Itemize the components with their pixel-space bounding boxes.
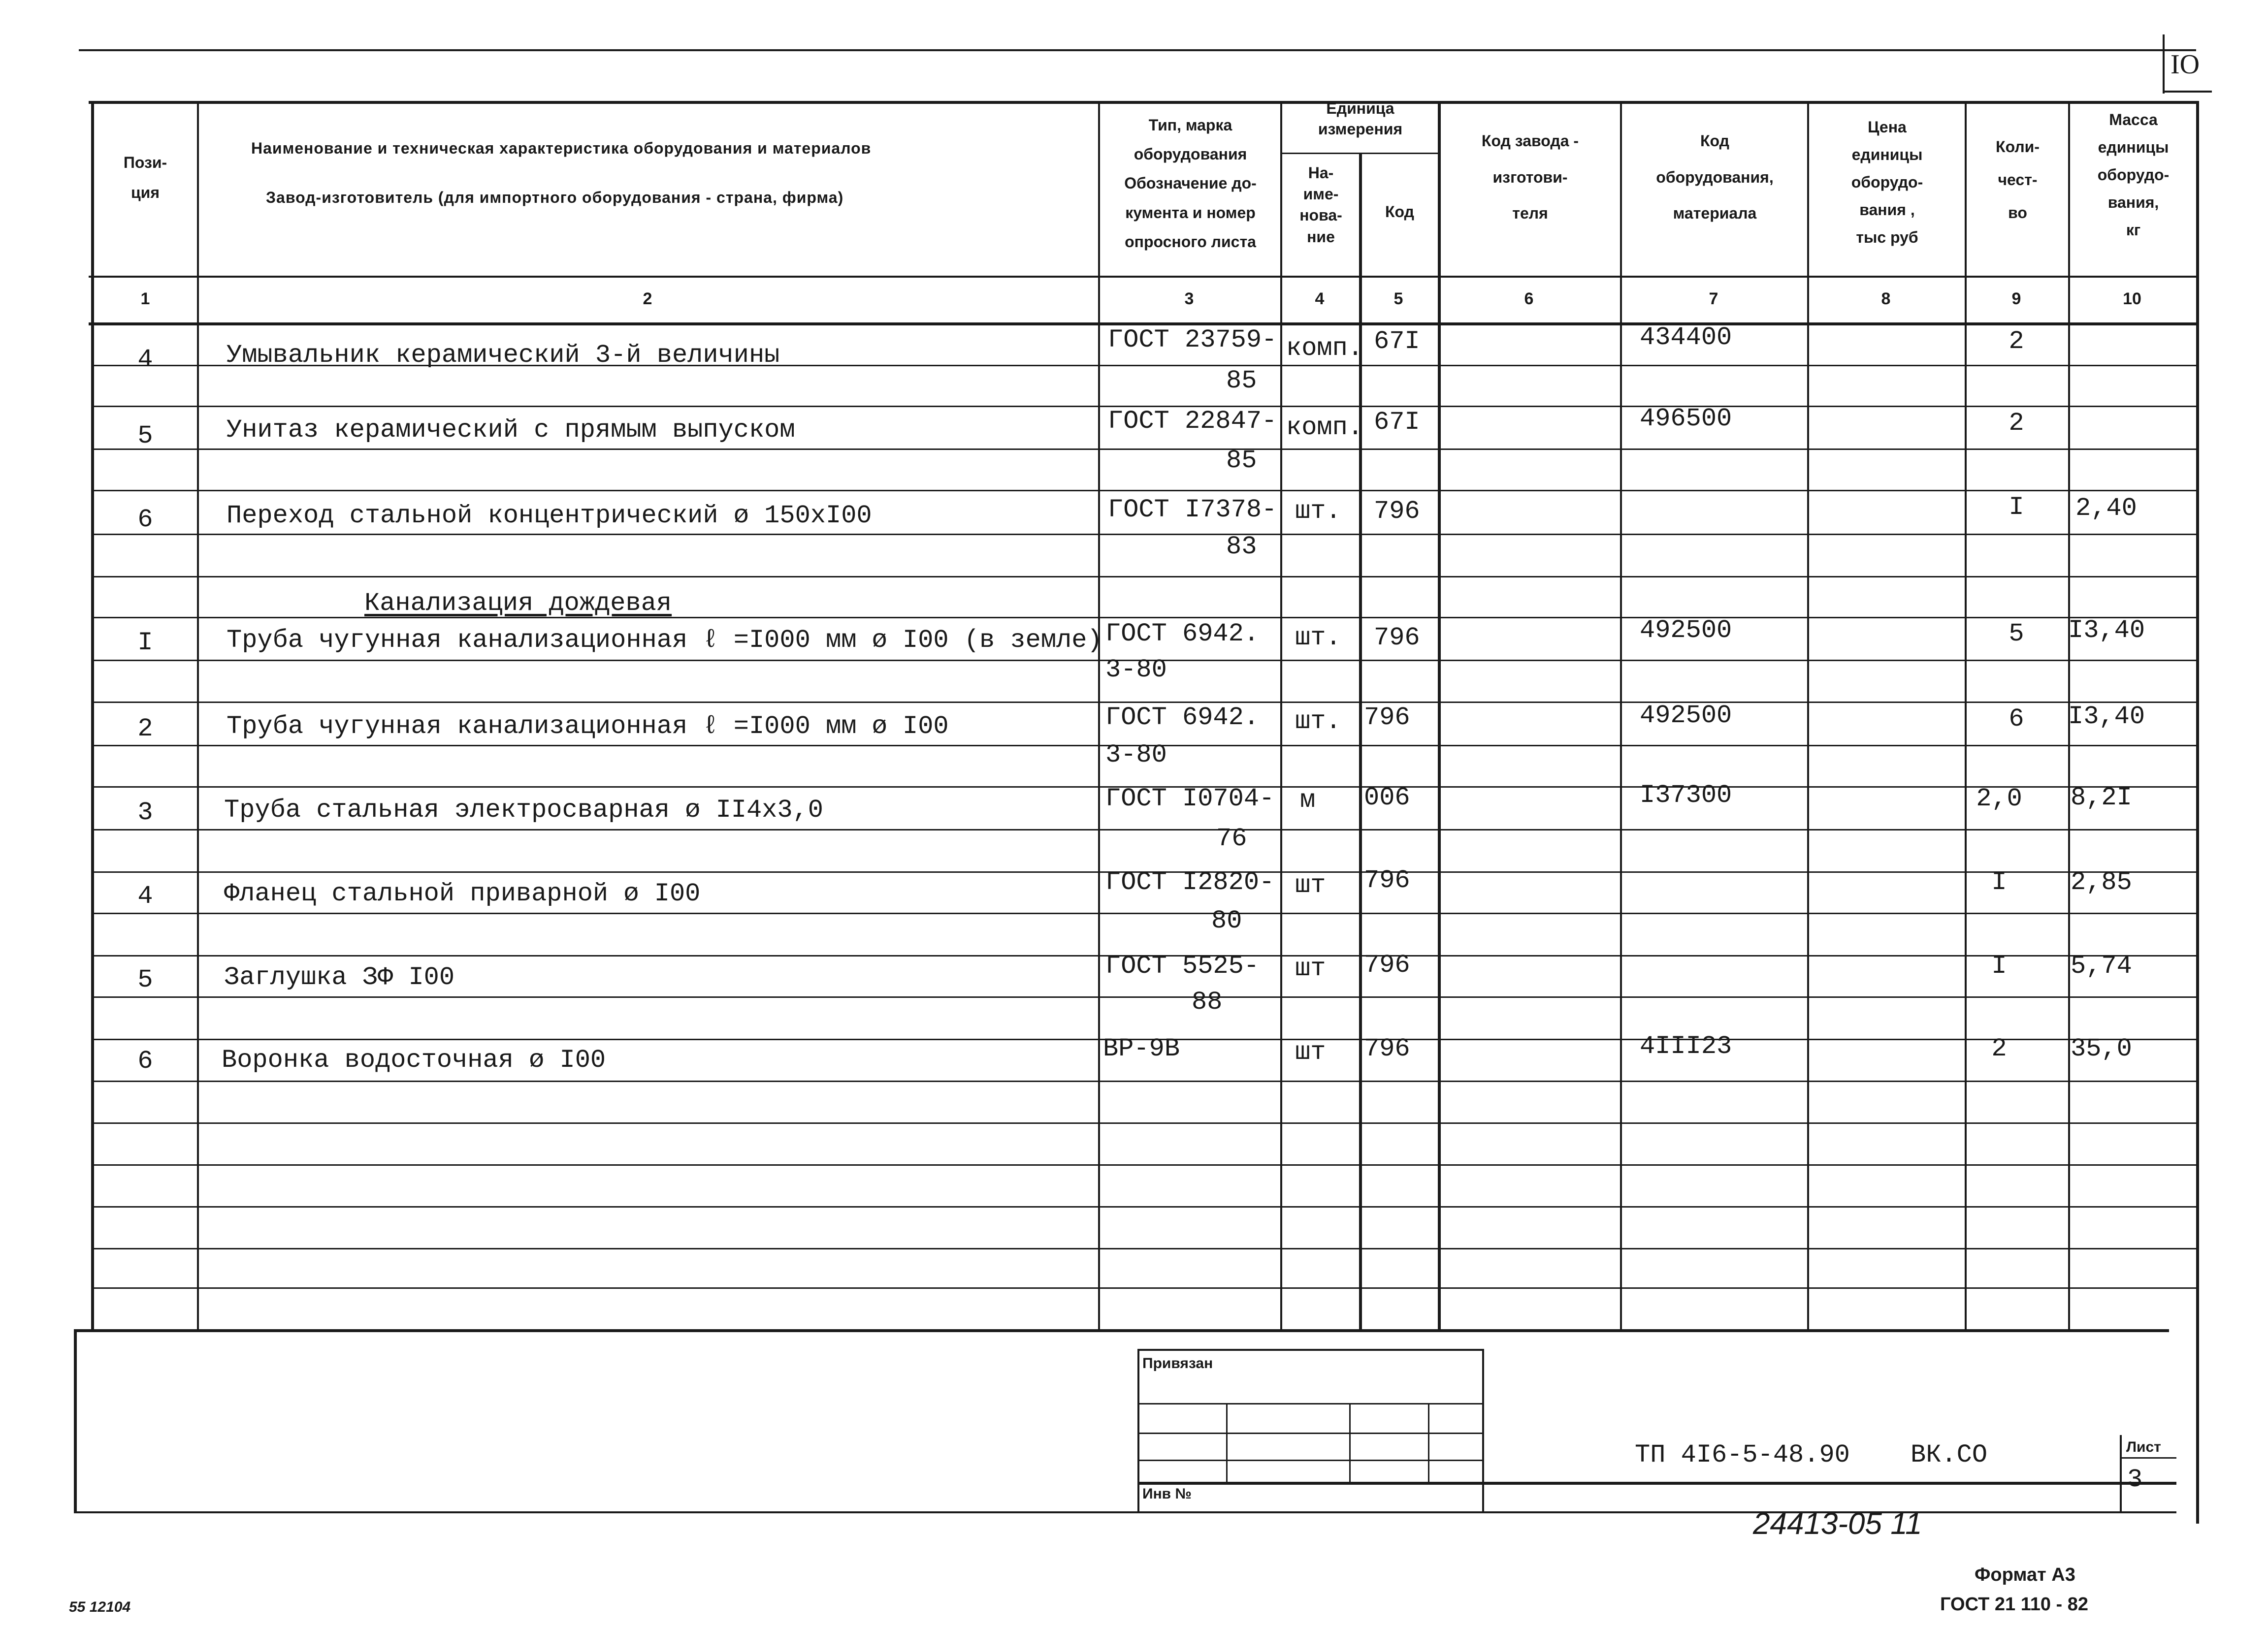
row-mass: 8,2I — [2071, 783, 2132, 812]
row-quantity: I — [1991, 868, 2007, 897]
row-line — [91, 1248, 2196, 1249]
row-line — [91, 1122, 2196, 1124]
col-number-3: 3 — [1184, 289, 1194, 308]
row-name: Труба чугунная канализационная ℓ =I000 мм ø I00 (в земле) — [227, 626, 1102, 655]
row-name: Умывальник керамический 3-й величины — [227, 341, 780, 370]
top-border — [79, 49, 2196, 51]
col-number-1: 1 — [140, 289, 150, 308]
row-unit-code: 67I — [1374, 327, 1420, 356]
stamp-bottom-border — [1280, 1329, 2169, 1332]
col-number-2: 2 — [643, 289, 652, 308]
row-quantity: 2 — [2009, 327, 2024, 356]
row-document: ГОСТ I0704- — [1105, 784, 1275, 813]
row-line — [91, 576, 2196, 577]
header-equipment-code: Код оборудования, материала — [1656, 132, 1774, 223]
row-position: 5 — [137, 421, 153, 450]
row-name: Труба чугунная канализационная ℓ =I000 мм ø I00 — [227, 712, 949, 741]
row-unit: шт. — [1295, 497, 1341, 526]
stamp-designation: ТП 4I6-5-48.90 — [1635, 1440, 1850, 1469]
corner-box-left — [2163, 34, 2165, 94]
row-document: ГОСТ 6942. — [1105, 619, 1260, 648]
row-document: ГОСТ 5525- — [1105, 952, 1260, 981]
col-line-0 — [91, 101, 94, 1329]
unit-group-divider — [1280, 153, 1438, 154]
col-line-4 — [1359, 153, 1362, 1329]
row-line — [91, 534, 2196, 535]
col-line-5 — [1438, 101, 1441, 1329]
row-unit: шт — [1295, 871, 1326, 900]
row-position: 6 — [137, 505, 153, 534]
row-name: Заглушка ЗФ I00 — [224, 963, 455, 992]
row-line — [91, 829, 2196, 830]
stamp-col — [1226, 1403, 1228, 1484]
row-quantity: I — [2009, 493, 2024, 522]
header-factory-code: Код завода - изготови- теля — [1481, 132, 1579, 223]
row-line — [91, 490, 2196, 491]
row-name: Переход стальной концентрический ø 150хI00 — [227, 501, 872, 530]
handwritten-number: 24413-05 11 — [1753, 1507, 1922, 1541]
row-equipment-code: 492500 — [1640, 616, 1732, 645]
header-bottom-border — [89, 276, 2199, 278]
row-unit-code: 796 — [1364, 866, 1410, 895]
row-document: ГОСТ 22847- — [1108, 407, 1277, 436]
row-unit-code: 67I — [1374, 408, 1420, 437]
header-name-line2: Завод-изготовитель (для импортного оборудования - страна, фирма) — [266, 189, 844, 206]
row-line — [91, 1081, 2196, 1082]
col-number-6: 6 — [1524, 289, 1534, 308]
stamp-sheet-col — [2120, 1435, 2122, 1511]
row-unit: шт. — [1295, 707, 1341, 736]
row-document-year: 83 — [1226, 532, 1257, 561]
header-position: Пози- ция — [123, 154, 167, 201]
sheet-corner-number: IO — [2171, 49, 2200, 80]
col-number-7: 7 — [1709, 289, 1718, 308]
row-equipment-code: 496500 — [1640, 404, 1732, 433]
stamp-mark: ВК.СО — [1911, 1440, 1988, 1469]
row-document-year: 76 — [1216, 824, 1247, 853]
row-quantity: 2,0 — [1976, 784, 2022, 813]
row-document-year: 85 — [1226, 366, 1257, 395]
col-line-6 — [1620, 101, 1622, 1329]
stamp-inventory: Инв № — [1142, 1486, 1192, 1502]
row-quantity: 2 — [1991, 1034, 2007, 1063]
row-document-year: 85 — [1226, 446, 1257, 475]
row-position: 4 — [137, 882, 153, 911]
stamp-line — [1137, 1349, 1482, 1351]
row-unit-code: 796 — [1364, 703, 1410, 732]
left-border-lower — [74, 1329, 77, 1511]
row-quantity: I — [1991, 952, 2007, 981]
row-name: Унитаз керамический с прямым выпуском — [227, 415, 795, 445]
row-unit: м — [1300, 786, 1316, 815]
header-quantity: Коли- чест- во — [1996, 138, 2040, 222]
row-line — [91, 448, 2196, 450]
row-quantity: 6 — [2009, 704, 2024, 734]
stamp-line — [1137, 1460, 1482, 1461]
row-unit: комп. — [1286, 413, 1363, 442]
row-position: 6 — [137, 1047, 153, 1076]
corner-box-bottom — [2163, 91, 2212, 93]
stamp-line — [1137, 1482, 2176, 1485]
row-line — [91, 913, 2196, 914]
col-line-1 — [197, 101, 199, 1329]
col-number-10: 10 — [2123, 289, 2141, 308]
row-document: ГОСТ I7378- — [1108, 495, 1277, 524]
row-equipment-code: 4III23 — [1640, 1032, 1732, 1061]
col-number-9: 9 — [2011, 289, 2021, 308]
stamp-col — [1349, 1403, 1351, 1484]
row-mass: 5,74 — [2071, 952, 2132, 981]
stamp-privyazan: Привязан — [1142, 1355, 1213, 1372]
stamp-col — [1428, 1403, 1429, 1484]
row-document: ГОСТ I2820- — [1105, 868, 1275, 897]
row-position: 5 — [137, 965, 153, 994]
col-line-3 — [1280, 101, 1282, 1329]
header-price: Цена единицы оборудо- вания , тыс руб — [1851, 118, 1923, 246]
row-line — [91, 1287, 2196, 1289]
col-line-2 — [1098, 101, 1100, 1329]
row-unit-code: 796 — [1364, 1034, 1410, 1063]
row-mass: 2,85 — [2071, 868, 2132, 897]
table-top-border — [89, 101, 2199, 104]
row-document: ГОСТ 23759- — [1108, 325, 1277, 354]
section-title: Канализация дождевая — [364, 589, 672, 618]
stamp-sheet-number: 3 — [2127, 1465, 2143, 1494]
row-unit-code: 006 — [1364, 783, 1410, 812]
row-unit: шт. — [1295, 623, 1341, 652]
row-document: ГОСТ 6942. — [1105, 703, 1260, 732]
table-bottom-border — [74, 1329, 1280, 1332]
stamp-sheet-divider — [2120, 1457, 2176, 1459]
row-document-year: 88 — [1192, 988, 1223, 1017]
row-equipment-code: I37300 — [1640, 781, 1732, 810]
row-mass: 2,40 — [2075, 494, 2137, 523]
row-document-year: 80 — [1211, 906, 1242, 935]
header-unit-group: Единица измерения — [1318, 99, 1403, 138]
col-number-8: 8 — [1881, 289, 1891, 308]
row-position: 4 — [137, 345, 153, 374]
header-mass: Масса единицы оборудо- вания, кг — [2097, 111, 2170, 239]
row-quantity: 5 — [2009, 619, 2024, 648]
row-unit: шт — [1295, 1038, 1326, 1067]
col-number-4: 4 — [1315, 289, 1325, 308]
row-unit: комп. — [1286, 334, 1363, 363]
row-mass: I3,40 — [2068, 616, 2145, 645]
row-unit: шт — [1295, 954, 1326, 983]
gost-label: ГОСТ 21 110 - 82 — [1940, 1594, 2089, 1615]
row-position: I — [137, 628, 153, 657]
header-type: Тип, марка оборудования Обозначение до- кумента и номер опросного листа — [1124, 116, 1257, 251]
row-document: ВР-9В — [1103, 1034, 1180, 1063]
row-line — [91, 1164, 2196, 1166]
format-label: Формат А3 — [1975, 1564, 2075, 1585]
row-equipment-code: 434400 — [1640, 323, 1732, 352]
header-unit-code: Код — [1385, 203, 1414, 221]
row-document-year: 3-80 — [1105, 655, 1167, 684]
stamp-col — [1137, 1349, 1139, 1511]
row-line — [91, 1206, 2196, 1208]
row-equipment-code: 492500 — [1640, 701, 1732, 730]
row-position: 2 — [137, 714, 153, 743]
row-document-year: 3-80 — [1105, 740, 1167, 769]
row-unit-code: 796 — [1374, 497, 1420, 526]
right-border — [2196, 101, 2199, 1524]
header-name-line1: Наименование и техническая характеристика оборудования и материалов — [251, 139, 872, 157]
stamp-col — [1482, 1349, 1484, 1511]
col-line-7 — [1807, 101, 1809, 1329]
bottom-left-code: 55 12104 — [69, 1599, 131, 1615]
row-name: Труба стальная электросварная ø II4х3,0 — [224, 796, 823, 825]
header-unit-name: На- име- нова- ние — [1299, 164, 1342, 246]
row-line — [91, 996, 2196, 998]
row-name: Фланец стальной приварной ø I00 — [224, 879, 701, 908]
row-name: Воронка водосточная ø I00 — [222, 1046, 606, 1075]
stamp-line — [1137, 1433, 1482, 1434]
row-unit-code: 796 — [1364, 951, 1410, 980]
row-quantity: 2 — [2009, 409, 2024, 438]
row-mass: I3,40 — [2068, 702, 2145, 731]
row-unit-code: 796 — [1374, 623, 1420, 652]
stamp-line — [1137, 1403, 1482, 1405]
row-mass: 35,0 — [2071, 1034, 2132, 1063]
row-position: 3 — [137, 798, 153, 827]
col-number-5: 5 — [1393, 289, 1403, 308]
stamp-sheet-label: Лист — [2126, 1439, 2161, 1455]
